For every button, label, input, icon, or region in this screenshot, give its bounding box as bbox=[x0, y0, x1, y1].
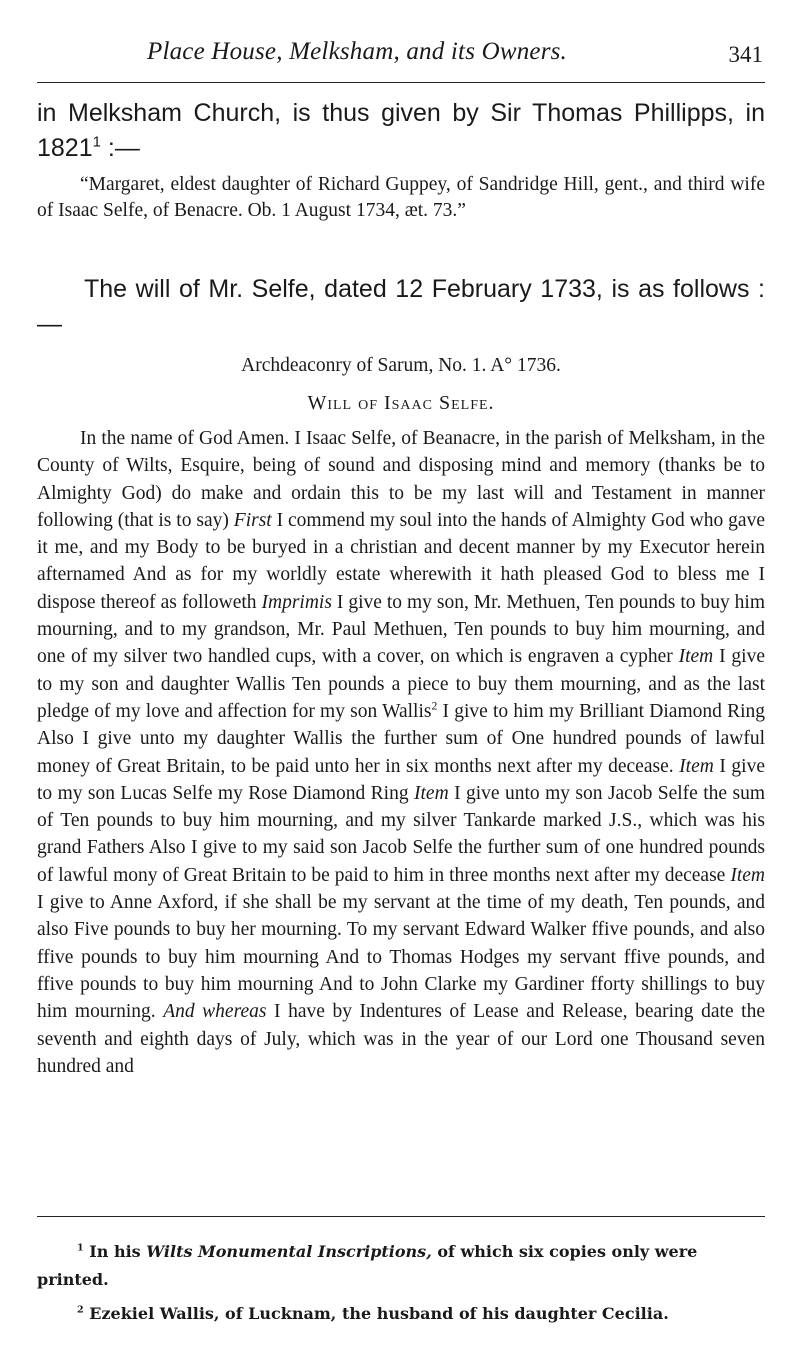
intro-paragraph bbox=[37, 96, 765, 166]
footnote-ref-1: 1 bbox=[92, 133, 101, 151]
will-text: In the name of God Amen. I Isaac Selfe, of Beanacre, in the parish of Melksham, in the County of Wilts, Esquire, being of sound and disposing mind and memory (thanks be to Almighty God) do make and ordain this to be my last will and Testament in manner following (that is to say) bbox=[37, 428, 765, 531]
footnote-2-marker: 2 bbox=[77, 1304, 84, 1316]
footnote-1-marker: 1 bbox=[77, 1242, 84, 1254]
will-intro-paragraph bbox=[37, 272, 765, 342]
will-text: I give to Anne Axford, if she shall be my servant at the time of my death, Ten pounds, and also Five pounds to buy her mourning. To my servant Edward Walker ffive pounds, and also ffive pounds to buy him mourning And to Thomas Hodges my servant ffive pounds, and ffive pounds to buy him mourning And to John Clarke my Gardiner fforty shillings to buy him mourning. bbox=[37, 892, 765, 1023]
book-page bbox=[37, 0, 765, 1367]
will-text: I give to my son and daughter Wallis Ten pounds a piece to buy them mourning, and as the last pledge of my love and affection for my son Wallis bbox=[37, 646, 765, 722]
will-body bbox=[37, 425, 765, 1080]
running-title: Place House, Melksham, and its Owners. bbox=[146, 38, 568, 65]
footnote-ref-2: 2 bbox=[431, 699, 438, 713]
will-text: I give to my son Lucas Selfe my Rose Diamond Ring bbox=[37, 755, 765, 804]
footnote-1 bbox=[37, 1238, 765, 1294]
will-italic-item: Item bbox=[730, 864, 765, 886]
will-title: Will of Isaac Selfe. bbox=[307, 392, 495, 414]
footnote-1-title: Wilts Monumental Inscriptions, bbox=[146, 1242, 432, 1261]
will-text: I give unto my son Jacob Selfe the sum of Ten pounds to buy him mourning, and my silver Tankarde marked J.S., which was his grand Fathers Also I give to my said son Jacob Selfe the further sum of one hundred pounds of lawful mony of Great Britain to be paid to him in three months next after my decease bbox=[37, 782, 765, 886]
footnote-1-text-end: of which six copies only were printed. bbox=[37, 1242, 698, 1289]
archdeaconry-heading: Archdeaconry of Sarum, No. 1. A° 1736. bbox=[241, 355, 561, 376]
will-italic-item: Item bbox=[679, 755, 714, 777]
quote-text: “Margaret, eldest daughter of Richard Guppey, of Sandridge Hill, gent., and third wife of Isaac Selfe, of Benacre. Ob. 1 August 1734, æt. 73.” bbox=[37, 174, 765, 221]
footnotes bbox=[37, 1238, 765, 1328]
intro-text: in Melksham Church, is thus given by Sir Thomas Phillipps, in 1821 bbox=[37, 99, 765, 162]
will-italic-first: First bbox=[233, 509, 272, 531]
intro-text-end: :— bbox=[100, 134, 140, 162]
footnote-2-text: Ezekiel Wallis, of Lucknam, the husband of his daughter Cecilia. bbox=[83, 1304, 669, 1323]
will-italic-item: Item bbox=[414, 782, 449, 804]
will-italic-imprimis: Imprimis bbox=[261, 591, 332, 613]
will-text: I commend my soul into the hands of Almighty God who gave it me, and my Body to be buryed in a christian and decent manner by my Executor herein afternamed And as for my worldly estate wherewith it hath pleased God to bless me I dispose thereof as followeth bbox=[37, 509, 765, 613]
will-italic-item: Item bbox=[678, 646, 714, 668]
will-body-paragraph bbox=[37, 425, 765, 1080]
header-rule bbox=[37, 82, 765, 83]
footnote-rule bbox=[37, 1216, 765, 1217]
page-header bbox=[37, 38, 765, 78]
inscription-quote bbox=[37, 172, 765, 224]
page-number: 341 bbox=[728, 42, 763, 67]
footnote-2 bbox=[37, 1300, 765, 1328]
footnote-1-text: In his bbox=[83, 1242, 147, 1261]
will-intro-text: The will of Mr. Selfe, dated 12 February 1733, is as follows :— bbox=[37, 275, 765, 338]
will-text: I have by Indentures of Lease and Release, bearing date the seventh and eighth days of July, which was in the year of our Lord one Thousand seven hundred and bbox=[37, 1001, 765, 1077]
will-text: I give to him my Brilliant Diamond Ring Also I give unto my daughter Wallis the further sum of One hundred pounds of lawful money of Great Britain, to be paid unto her in six months next after my decease. bbox=[37, 700, 765, 777]
will-italic-and-whereas: And whereas bbox=[163, 1001, 267, 1023]
will-text: I give to my son, Mr. Methuen, Ten pounds to buy him mourning, and to my grandson, Mr. Paul Methuen, Ten pounds to buy him mourning, and one of my silver two handled cups, with a cover, on which is engraven a cypher bbox=[37, 591, 765, 668]
